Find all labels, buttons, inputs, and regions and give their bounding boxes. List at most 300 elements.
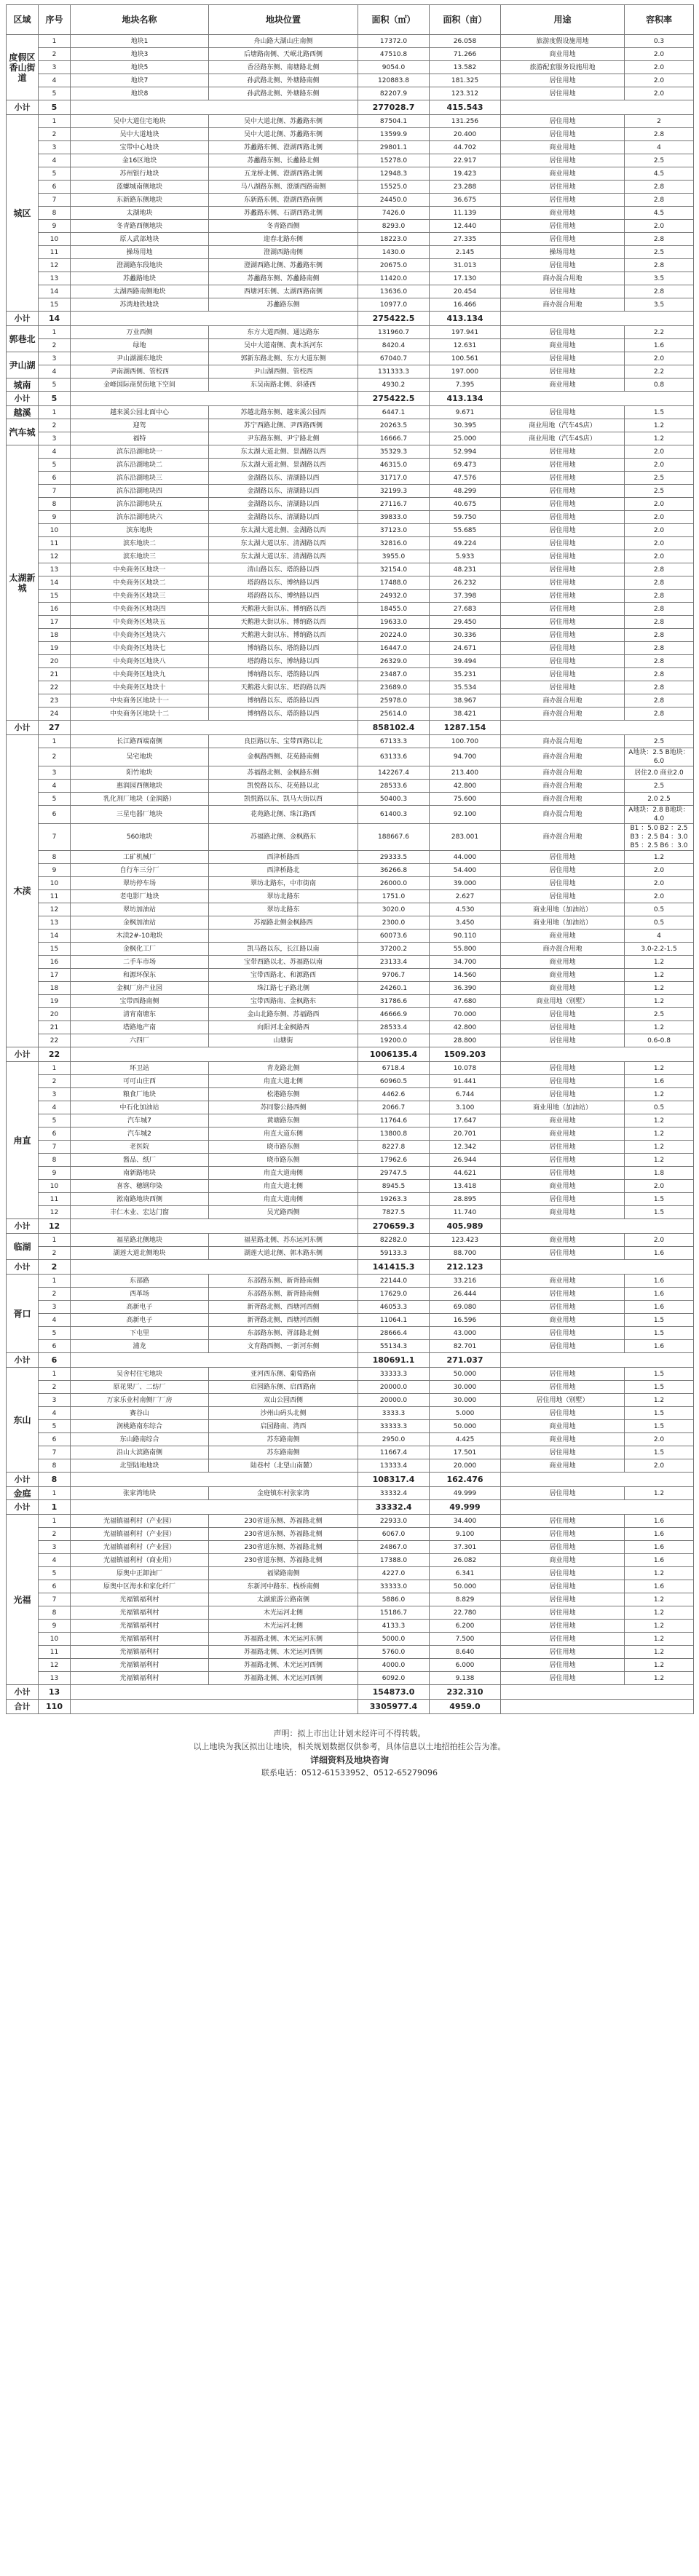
cell-use: 居住用地 xyxy=(501,1580,625,1593)
area-cell: 郭巷北 xyxy=(7,326,39,352)
cell-use: 居住用地 xyxy=(501,485,625,498)
cell-name: 宝带西路南侧 xyxy=(71,995,209,1008)
cell-name: 金枫加油站 xyxy=(71,916,209,930)
cell-use: 商业用地 xyxy=(501,956,625,969)
cell-use: 商办混合用地 xyxy=(501,806,625,824)
table-row xyxy=(7,432,694,445)
cell-far: 1.5 xyxy=(625,1407,694,1420)
cell-name: 阳竹地块 xyxy=(71,766,209,780)
cell-a1: 11764.6 xyxy=(358,1114,430,1128)
cell-no: 12 xyxy=(39,1206,71,1219)
cell-no: 3 xyxy=(39,1088,71,1101)
table-row xyxy=(7,259,694,272)
land-table-container xyxy=(6,4,693,1714)
table-row xyxy=(7,406,694,419)
cell-use: 居住用地 xyxy=(501,590,625,603)
cell-far: 1.5 xyxy=(625,1314,694,1327)
cell-a1: 19200.0 xyxy=(358,1034,430,1047)
cell-name: 中央商务区地块三 xyxy=(71,590,209,603)
cell-far: 2.8 xyxy=(625,642,694,655)
table-row xyxy=(7,1101,694,1114)
cell-no: 13 xyxy=(39,272,71,285)
cell-a2: 3.100 xyxy=(430,1101,501,1114)
cell-no: 11 xyxy=(39,537,71,550)
empty-cell xyxy=(501,1260,694,1275)
table-row xyxy=(7,824,694,851)
cell-use: 旅游配套服务设施用地 xyxy=(501,61,625,74)
cell-use: 居住用地 xyxy=(501,1515,625,1528)
cell-no: 1 xyxy=(39,1368,71,1381)
cell-a2: 59.750 xyxy=(430,511,501,524)
cell-name: 光福镇福利村（商业用） xyxy=(71,1554,209,1567)
cell-a1: 23487.0 xyxy=(358,668,430,681)
cell-name: 滨东地块 xyxy=(71,524,209,537)
table-row xyxy=(7,220,694,233)
area-cell: 汽车城 xyxy=(7,419,39,445)
cell-use: 居住用地 xyxy=(501,115,625,128)
cell-a2: 197.000 xyxy=(430,365,501,379)
header-use: 用途 xyxy=(501,5,625,35)
subtotal-area-mu: 413.134 xyxy=(430,392,501,406)
cell-loc: 金湖路以东、清湖路以西 xyxy=(209,472,358,485)
cell-far: 1.6 xyxy=(625,1515,694,1528)
cell-far: 2.8 xyxy=(625,259,694,272)
cell-far: 2.2 xyxy=(625,365,694,379)
cell-a2: 9.671 xyxy=(430,406,501,419)
subtotal-area-sqm: 277028.7 xyxy=(358,100,430,115)
cell-far: 2.8 xyxy=(625,590,694,603)
table-row xyxy=(7,1620,694,1633)
cell-no: 9 xyxy=(39,511,71,524)
cell-no: 18 xyxy=(39,982,71,995)
cell-a2: 11.139 xyxy=(430,207,501,220)
table-row xyxy=(7,167,694,181)
cell-a1: 5000.0 xyxy=(358,1633,430,1646)
table-row xyxy=(7,995,694,1008)
cell-loc: 木光运河北侧 xyxy=(209,1606,358,1620)
table-row xyxy=(7,1062,694,1075)
cell-name: 苏湾地铁地块 xyxy=(71,298,209,312)
table-row xyxy=(7,1206,694,1219)
cell-a2: 6.000 xyxy=(430,1659,501,1672)
cell-a2: 197.941 xyxy=(430,326,501,339)
cell-a1: 17629.0 xyxy=(358,1288,430,1301)
cell-name: 滨东沿湖地块六 xyxy=(71,511,209,524)
empty-cell xyxy=(71,1500,358,1515)
cell-far: 2.0 xyxy=(625,1180,694,1193)
cell-name: 中央商务区地块十一 xyxy=(71,694,209,708)
cell-a2: 26.444 xyxy=(430,1288,501,1301)
cell-use: 居住用地 xyxy=(501,1008,625,1021)
cell-no: 11 xyxy=(39,1646,71,1659)
cell-far: 1.2 xyxy=(625,1088,694,1101)
cell-no: 7 xyxy=(39,1446,71,1459)
cell-no: 10 xyxy=(39,1633,71,1646)
cell-loc: 塔韵路以东、博纳路以西 xyxy=(209,576,358,590)
cell-no: 3 xyxy=(39,352,71,365)
cell-loc: 松港路东侧 xyxy=(209,1088,358,1101)
cell-loc: 苏蠡路东侧、石湖西路北侧 xyxy=(209,207,358,220)
cell-far: 1.2 xyxy=(625,1394,694,1407)
cell-loc: 花苑路北侧、珠江路西 xyxy=(209,806,358,824)
cell-a1: 22933.0 xyxy=(358,1515,430,1528)
cell-loc: 凯悦路以东、凯马大街以西 xyxy=(209,793,358,806)
table-row xyxy=(7,74,694,87)
table-row xyxy=(7,1141,694,1154)
cell-no: 9 xyxy=(39,864,71,877)
cell-loc: 吴中大道南侧、黄木浜河东 xyxy=(209,339,358,352)
cell-loc: 苏越北路东侧、越来溪公园西 xyxy=(209,406,358,419)
cell-a2: 27.683 xyxy=(430,603,501,616)
cell-a1: 11064.1 xyxy=(358,1314,430,1327)
cell-name: 滨东沿湖地块二 xyxy=(71,459,209,472)
cell-use: 居住用地 xyxy=(501,1034,625,1047)
subtotal-label: 小计 xyxy=(7,721,39,735)
cell-loc: 沙州山码头北侧 xyxy=(209,1407,358,1420)
cell-name: 光福镇福利村 xyxy=(71,1606,209,1620)
cell-a2: 42.800 xyxy=(430,1021,501,1034)
cell-a1: 6067.0 xyxy=(358,1528,430,1541)
subtotal-row xyxy=(7,1047,694,1062)
cell-loc: 博纳路以东、塔韵路以西 xyxy=(209,694,358,708)
cell-far: 1.2 xyxy=(625,1487,694,1500)
cell-no: 22 xyxy=(39,681,71,694)
cell-far: 2.5 xyxy=(625,472,694,485)
cell-no: 1 xyxy=(39,1487,71,1500)
total-label: 合计 xyxy=(7,1700,39,1714)
cell-a2: 43.000 xyxy=(430,1327,501,1340)
cell-loc: 西津桥路西 xyxy=(209,851,358,864)
table-row xyxy=(7,115,694,128)
cell-a1: 32816.0 xyxy=(358,537,430,550)
cell-name: 吴中大道住宅地块 xyxy=(71,115,209,128)
table-row xyxy=(7,1288,694,1301)
cell-a2: 17.130 xyxy=(430,272,501,285)
cell-use: 商业用地 xyxy=(501,339,625,352)
table-row xyxy=(7,154,694,167)
subtotal-area-mu: 1509.203 xyxy=(430,1047,501,1062)
cell-no: 18 xyxy=(39,629,71,642)
cell-a1: 37123.0 xyxy=(358,524,430,537)
empty-cell xyxy=(71,1260,358,1275)
cell-a2: 26.058 xyxy=(430,35,501,48)
subtotal-label: 小计 xyxy=(7,1500,39,1515)
cell-use: 居住用地 xyxy=(501,472,625,485)
cell-name: 张家湾地块 xyxy=(71,1487,209,1500)
cell-a1: 13333.4 xyxy=(358,1459,430,1473)
cell-use: 居住用地 xyxy=(501,1141,625,1154)
cell-use: 商办混合用地 xyxy=(501,766,625,780)
cell-a1: 20000.0 xyxy=(358,1394,430,1407)
cell-a1: 13800.8 xyxy=(358,1128,430,1141)
cell-a1: 2066.7 xyxy=(358,1101,430,1114)
cell-a2: 38.967 xyxy=(430,694,501,708)
subtotal-label: 小计 xyxy=(7,100,39,115)
cell-use: 商业用地 xyxy=(501,141,625,154)
cell-a2: 50.000 xyxy=(430,1368,501,1381)
table-row xyxy=(7,629,694,642)
cell-name: 光福镇福利村 xyxy=(71,1633,209,1646)
cell-a1: 55134.3 xyxy=(358,1340,430,1353)
cell-a1: 33333.3 xyxy=(358,1368,430,1381)
cell-no: 8 xyxy=(39,498,71,511)
table-row xyxy=(7,1554,694,1567)
subtotal-area-sqm: 275422.5 xyxy=(358,312,430,326)
subtotal-row xyxy=(7,1685,694,1700)
cell-name: 下屯里 xyxy=(71,1327,209,1340)
cell-far: 2.5 xyxy=(625,1008,694,1021)
empty-cell xyxy=(501,392,694,406)
cell-a2: 44.621 xyxy=(430,1167,501,1180)
table-row xyxy=(7,1433,694,1446)
cell-a1: 9054.0 xyxy=(358,61,430,74)
subtotal-area-sqm: 141415.3 xyxy=(358,1260,430,1275)
cell-no: 10 xyxy=(39,524,71,537)
cell-a1: 23689.0 xyxy=(358,681,430,694)
cell-far: 2.8 xyxy=(625,708,694,721)
cell-no: 21 xyxy=(39,668,71,681)
cell-a1: 28666.4 xyxy=(358,1327,430,1340)
cell-no: 2 xyxy=(39,748,71,766)
cell-loc: 晓市路东侧 xyxy=(209,1154,358,1167)
table-row xyxy=(7,272,694,285)
cell-far: 1.2 xyxy=(625,1593,694,1606)
cell-far: 2.8 xyxy=(625,694,694,708)
subtotal-area-sqm: 1006135.4 xyxy=(358,1047,430,1062)
cell-name: 光福镇福利村（产业园） xyxy=(71,1541,209,1554)
cell-a1: 50400.3 xyxy=(358,793,430,806)
cell-a1: 11667.4 xyxy=(358,1446,430,1459)
cell-no: 2 xyxy=(39,128,71,141)
cell-a1: 10977.0 xyxy=(358,298,430,312)
cell-name: 酱品、纸厂 xyxy=(71,1154,209,1167)
footer-note: 以上地块为我区拟出让地块，相关规划数据仅供参考，具体信息以土地招拍挂公告为准。 xyxy=(193,1742,506,1751)
cell-far: 1.6 xyxy=(625,1301,694,1314)
cell-loc: 东方大道西侧、通达路东 xyxy=(209,326,358,339)
cell-a2: 283.001 xyxy=(430,824,501,851)
cell-a1: 82207.9 xyxy=(358,87,430,100)
empty-cell xyxy=(71,1219,358,1234)
cell-name: 绿地 xyxy=(71,339,209,352)
cell-a2: 9.100 xyxy=(430,1528,501,1541)
cell-no: 12 xyxy=(39,903,71,916)
cell-no: 5 xyxy=(39,1327,71,1340)
cell-a2: 27.335 xyxy=(430,233,501,246)
cell-name: 光福镇福利村（产业园） xyxy=(71,1515,209,1528)
table-row xyxy=(7,694,694,708)
cell-loc: 230省道东侧、苏福路北侧 xyxy=(209,1541,358,1554)
cell-use: 居住用地 xyxy=(501,851,625,864)
cell-loc: 东太湖大道北侧、景湖路以西 xyxy=(209,459,358,472)
cell-a2: 39.494 xyxy=(430,655,501,668)
cell-far: 1.2 xyxy=(625,1659,694,1672)
cell-a1: 33333.3 xyxy=(358,1420,430,1433)
cell-loc: 博纳路以东、塔韵路以西 xyxy=(209,668,358,681)
cell-loc: 博纳路以东、塔韵路以西 xyxy=(209,642,358,655)
cell-name: 滨东沿湖地块一 xyxy=(71,445,209,459)
cell-name: 原花果厂、二纺厂 xyxy=(71,1381,209,1394)
cell-loc: 吴中大道北侧、苏蠡路东侧 xyxy=(209,128,358,141)
cell-no: 4 xyxy=(39,1554,71,1567)
empty-cell xyxy=(501,312,694,326)
cell-far: 1.5 xyxy=(625,1193,694,1206)
cell-name: 光福镇福利村 xyxy=(71,1646,209,1659)
cell-a1: 7426.0 xyxy=(358,207,430,220)
cell-far: 2.0 xyxy=(625,1234,694,1247)
cell-name: 清宵南塘东 xyxy=(71,1008,209,1021)
table-row xyxy=(7,1580,694,1593)
cell-loc: 金湖路以东、清湖路以西 xyxy=(209,511,358,524)
cell-a2: 47.576 xyxy=(430,472,501,485)
table-row xyxy=(7,864,694,877)
table-row xyxy=(7,642,694,655)
cell-a1: 188667.6 xyxy=(358,824,430,851)
cell-far: 1.2 xyxy=(625,851,694,864)
cell-a1: 13599.9 xyxy=(358,128,430,141)
cell-loc: 马八湖路东侧、澄湖西路南侧 xyxy=(209,181,358,194)
cell-name: 北望陆地地块 xyxy=(71,1459,209,1473)
subtotal-row xyxy=(7,1473,694,1487)
cell-use: 商业用地 xyxy=(501,1206,625,1219)
cell-loc: 新胥路北侧、西塘河西侧 xyxy=(209,1301,358,1314)
cell-name: 光福镇福利村 xyxy=(71,1620,209,1633)
cell-far: 1.6 xyxy=(625,339,694,352)
cell-use: 商办混合用地 xyxy=(501,793,625,806)
cell-a2: 69.473 xyxy=(430,459,501,472)
cell-name: 南新路地块 xyxy=(71,1167,209,1180)
cell-far: 1.2 xyxy=(625,432,694,445)
cell-use: 商业用地（加油站） xyxy=(501,903,625,916)
cell-a1: 8945.5 xyxy=(358,1180,430,1193)
cell-name: 自行车三分厂 xyxy=(71,864,209,877)
cell-use: 居住用地 xyxy=(501,1567,625,1580)
table-row xyxy=(7,1193,694,1206)
cell-use: 商办混合用地 xyxy=(501,735,625,748)
cell-loc: 郭新东路北侧、东方大道东侧 xyxy=(209,352,358,365)
cell-use: 居住用地 xyxy=(501,537,625,550)
cell-loc: 吴中大道北侧、苏蠡路东侧 xyxy=(209,115,358,128)
cell-loc: 金湖路以东、清湖路以西 xyxy=(209,498,358,511)
cell-no: 3 xyxy=(39,1541,71,1554)
cell-no: 3 xyxy=(39,432,71,445)
cell-name: 东山路南综合 xyxy=(71,1433,209,1446)
cell-far: 1.6 xyxy=(625,1247,694,1260)
cell-use: 居住用地 xyxy=(501,1407,625,1420)
cell-a2: 123.423 xyxy=(430,1234,501,1247)
table-row xyxy=(7,207,694,220)
table-row xyxy=(7,352,694,365)
cell-a2: 7.395 xyxy=(430,379,501,392)
cell-name: 蓝螺城南侧地块 xyxy=(71,181,209,194)
cell-loc: 山塘街 xyxy=(209,1034,358,1047)
cell-no: 2 xyxy=(39,419,71,432)
cell-name: 乳化剂厂地块（金润路） xyxy=(71,793,209,806)
cell-name: 中央商务区地块九 xyxy=(71,668,209,681)
subtotal-area-sqm: 180691.1 xyxy=(358,1353,430,1368)
header-area: 区域 xyxy=(7,5,39,35)
cell-a2: 100.561 xyxy=(430,352,501,365)
cell-loc: 凯悦路以东、花苑路以北 xyxy=(209,780,358,793)
cell-a1: 15525.0 xyxy=(358,181,430,194)
cell-loc: 金庭镇东村张家湾 xyxy=(209,1487,358,1500)
cell-use: 居住用地 xyxy=(501,194,625,207)
cell-no: 21 xyxy=(39,1021,71,1034)
cell-use: 居住用地 xyxy=(501,524,625,537)
cell-name: 地块7 xyxy=(71,74,209,87)
cell-name: 汽车城7 xyxy=(71,1114,209,1128)
cell-no: 16 xyxy=(39,956,71,969)
cell-a2: 30.395 xyxy=(430,419,501,432)
table-row xyxy=(7,943,694,956)
cell-name: 粮食厂地块 xyxy=(71,1088,209,1101)
cell-loc: 西塘河东侧、太湖西路南侧 xyxy=(209,285,358,298)
subtotal-area-mu: 232.310 xyxy=(430,1685,501,1700)
cell-loc: 金枫路西侧、花苑路南侧 xyxy=(209,748,358,766)
cell-far: 4 xyxy=(625,141,694,154)
table-row xyxy=(7,285,694,298)
table-row xyxy=(7,1128,694,1141)
cell-a1: 6718.4 xyxy=(358,1062,430,1075)
table-row xyxy=(7,748,694,766)
cell-a2: 82.701 xyxy=(430,1340,501,1353)
table-row xyxy=(7,326,694,339)
cell-a1: 67040.7 xyxy=(358,352,430,365)
cell-loc: 晓市路东侧 xyxy=(209,1141,358,1154)
cell-a1: 18223.0 xyxy=(358,233,430,246)
cell-no: 10 xyxy=(39,233,71,246)
empty-cell xyxy=(501,1500,694,1515)
cell-a2: 29.450 xyxy=(430,616,501,629)
cell-use: 商业用地 xyxy=(501,1420,625,1433)
cell-use: 操场用地 xyxy=(501,246,625,259)
cell-loc: 东太湖大道以东、清湖路以西 xyxy=(209,550,358,563)
cell-name: 原奥中正卸油厂 xyxy=(71,1567,209,1580)
cell-far: 2.8 xyxy=(625,576,694,590)
cell-name: 光福镇福利村 xyxy=(71,1659,209,1672)
cell-use: 商业用地（汽车4S店） xyxy=(501,432,625,445)
cell-use: 居住用地（别墅） xyxy=(501,1394,625,1407)
cell-loc: 苏蠡路东侧、苏蠡路南侧 xyxy=(209,272,358,285)
cell-a1: 24450.0 xyxy=(358,194,430,207)
empty-cell xyxy=(501,1353,694,1368)
cell-a1: 17372.0 xyxy=(358,35,430,48)
cell-far: 2.5 xyxy=(625,780,694,793)
table-row xyxy=(7,1606,694,1620)
cell-name: 吴中大道地块 xyxy=(71,128,209,141)
cell-a2: 55.685 xyxy=(430,524,501,537)
cell-loc: 苏蠡路东侧、长蠡路北侧 xyxy=(209,154,358,167)
cell-loc: 东太湖大道北侧、景湖路以西 xyxy=(209,445,358,459)
cell-far: 2.5 xyxy=(625,735,694,748)
area-cell: 太湖新城 xyxy=(7,445,39,721)
cell-no: 3 xyxy=(39,1301,71,1314)
table-row xyxy=(7,668,694,681)
table-row xyxy=(7,590,694,603)
cell-far: 1.5 xyxy=(625,1368,694,1381)
cell-a2: 49.224 xyxy=(430,537,501,550)
cell-far: 2.0 xyxy=(625,864,694,877)
cell-use: 居住用地 xyxy=(501,352,625,365)
cell-far: 2.0 xyxy=(625,459,694,472)
cell-loc: 塔韵路以东、博纳路以西 xyxy=(209,655,358,668)
cell-use: 商业用地（加油站） xyxy=(501,916,625,930)
cell-use: 商办混合用地 xyxy=(501,943,625,956)
cell-a1: 60960.5 xyxy=(358,1075,430,1088)
cell-a2: 16.466 xyxy=(430,298,501,312)
cell-no: 8 xyxy=(39,207,71,220)
cell-name: 迎驾 xyxy=(71,419,209,432)
cell-use: 居住用地 xyxy=(501,1672,625,1685)
